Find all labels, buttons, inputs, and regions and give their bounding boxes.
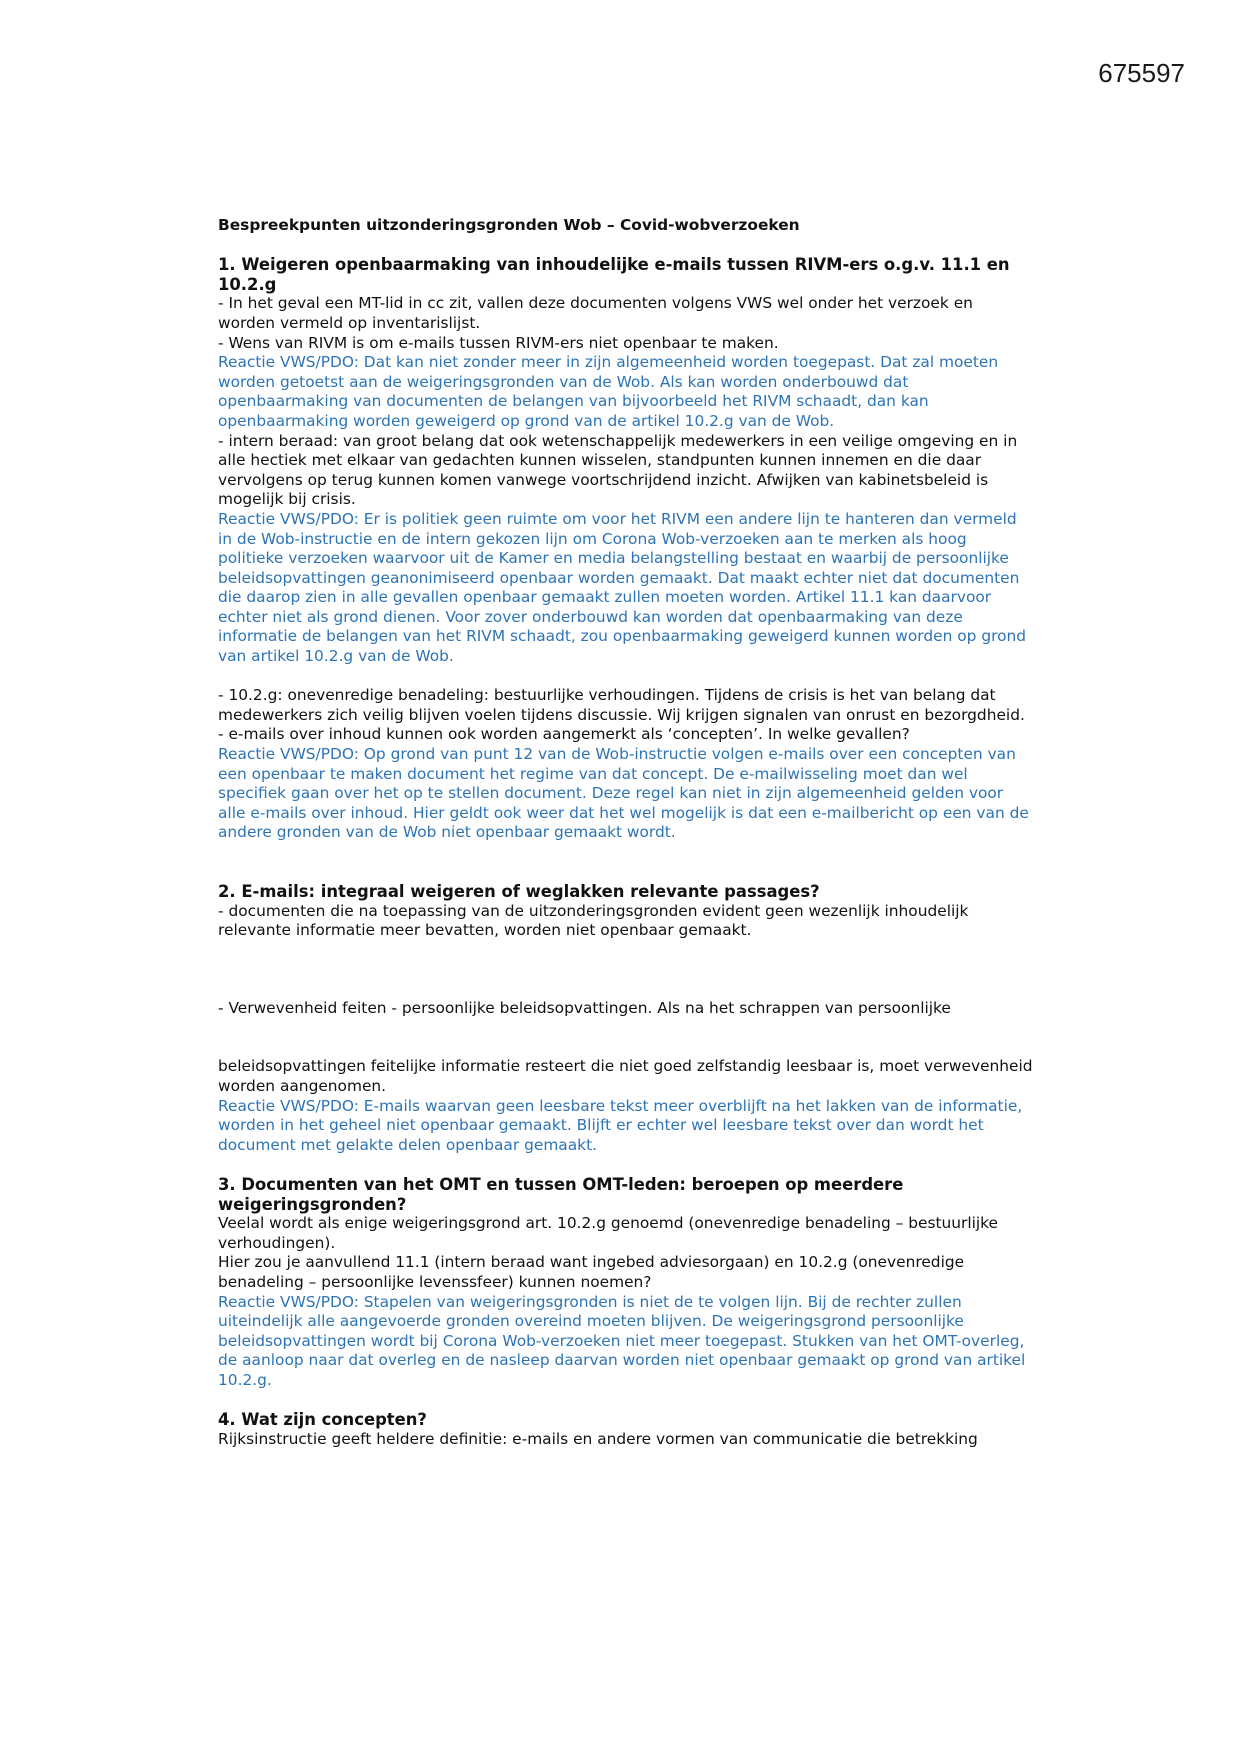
section-1-response: Reactie VWS/PDO: Op grond van punt 12 van de Wob-instructie volgen e-mails over een concepten van een openbaar te maken document het regime van dat concept. De e-mailwisseling moet dan wel specifiek gaan over het op te stellen document. Deze regel kan niet in zijn algemeenheid gelden voor alle e-mails over inhoud. Hier geldt ook weer dat het wel mogelijk is dat een e-mailbericht op een van de andere gronden van de Wob niet openbaar gemaakt wordt. bbox=[218, 745, 1029, 842]
section-4-paragraph: Rijksinstructie geeft heldere definitie: e-mails en andere vormen van communicatie die betrekking bbox=[218, 1429, 978, 1448]
document-body bbox=[218, 216, 1034, 1449]
section-2-paragraph: beleidsopvattingen feitelijke informatie resteert die niet goed zelfstandig leesbaar is, moet verwevenheid worden aangenomen. bbox=[218, 1057, 1033, 1095]
section-2-heading: 2. E-mails: integraal weigeren of weglakken relevante passages? bbox=[218, 882, 820, 901]
section-2 bbox=[218, 882, 1034, 1155]
section-3-paragraph: Veelal wordt als enige weigeringsgrond art. 10.2.g genoemd (onevenredige benadeling – bestuurlijke verhoudingen). bbox=[218, 1214, 999, 1252]
section-2-response: Reactie VWS/PDO: E-mails waarvan geen leesbare tekst meer overblijft na het lakken van de informatie, worden in het geheel niet openbaar gemaakt. Blijft er echter wel leesbare tekst over dan wordt het document met gelakte delen openbaar gemaakt. bbox=[218, 1096, 1023, 1154]
section-1-heading: 1. Weigeren openbaarmaking van inhoudelijke e-mails tussen RIVM-ers o.g.v. 11.1 en 10.2.g bbox=[218, 255, 1010, 294]
section-1-paragraph: - intern beraad: van groot belang dat ook wetenschappelijk medewerkers in een veilige omgeving en in alle hectiek met elkaar van gedachten kunnen wisselen, standpunten kunnen innemen en die daar vervolgens op terug kunnen komen vanwege voortschrijdend inzicht. Afwijken van kabinetsbeleid is mogelijk bij crisis. bbox=[218, 431, 1018, 509]
section-2-paragraph: - documenten die na toepassing van de uitzonderingsgronden evident geen wezenlijk inhoudelijk relevante informatie meer bevatten, worden niet openbaar gemaakt. bbox=[218, 901, 969, 940]
section-3-response: Reactie VWS/PDO: Stapelen van weigeringsgronden is niet de te volgen lijn. Bij de rechter zullen uiteindelijk alle aangevoerde gronden overeind moeten blijven. De weigeringsgrond persoonlijke beleidsopvattingen wordt bij Corona Wob-verzoeken niet meer toegepast. Stukken van het OMT-overleg, de aanloop naar dat overleg en de nasleep daarvan worden niet openbaar gemaakt op grond van artikel 10.2.g. bbox=[218, 1292, 1026, 1389]
section-1-paragraph: - 10.2.g: onevenredige benadeling: bestuurlijke verhoudingen. Tijdens de crisis is het van belang dat medewerkers zich veilig blijven voelen tijdens discussie. Wij krijgen signalen van onrust en bezorgdheid. bbox=[218, 686, 1025, 724]
section-1-paragraph: - In het geval een MT-lid in cc zit, vallen deze documenten volgens VWS wel onder het verzoek en worden vermeld op inventarislijst. bbox=[218, 294, 973, 332]
section-2-paragraph: - Verwevenheid feiten - persoonlijke beleidsopvattingen. Als na het schrappen van persoonlijke bbox=[218, 998, 951, 1017]
section-1 bbox=[218, 255, 1034, 843]
document-title: Bespreekpunten uitzonderingsgronden Wob – Covid-wobverzoeken bbox=[218, 216, 800, 234]
section-4 bbox=[218, 1410, 1034, 1449]
section-3-heading: 3. Documenten van het OMT en tussen OMT-leden: beroepen op meerdere weigeringsgronden? bbox=[218, 1174, 904, 1214]
section-1-paragraph: - e-mails over inhoud kunnen ook worden aangemerkt als ‘concepten’. In welke gevallen? bbox=[218, 725, 910, 744]
section-1-response: Reactie VWS/PDO: Dat kan niet zonder meer in zijn algemeenheid worden toegepast. Dat zal moeten worden getoetst aan de weigeringsgronden van de Wob. Als kan worden onderbouwd dat openbaarmaking van documenten de belangen van bijvoorbeeld het RIVM schaadt, dan kan openbaarmaking worden geweigerd op grond van de artikel 10.2.g van de Wob. bbox=[218, 353, 999, 430]
section-1-response: Reactie VWS/PDO: Er is politiek geen ruimte om voor het RIVM een andere lijn te hanteren dan vermeld in de Wob-instructie en de intern gekozen lijn om Corona Wob-verzoeken aan te merken als hoog politieke verzoeken waarvoor uit de Kamer en media belangstelling bestaat en waarbij de persoonlijke beleidsopvattingen geanonimiseerd openbaar worden gemaakt. Dat maakt echter niet dat documenten die daarop zien in alle gevallen openbaar gemaakt zullen moeten worden. Artikel 11.1 kan daarvoor echter niet als grond dienen. Voor zover onderbouwd kan worden dat openbaarmaking van deze informatie de belangen van het RIVM schaadt, zou openbaarmaking geweigerd kunnen worden op grond van artikel 10.2.g van de Wob. bbox=[218, 509, 1027, 666]
document-number: 675597 bbox=[1098, 58, 1185, 88]
section-3-paragraph: Hier zou je aanvullend 11.1 (intern beraad want ingebed adviesorgaan) en 10.2.g (onevenredige benadeling – persoonlijke levenssfeer) kunnen noemen? bbox=[218, 1253, 965, 1291]
section-3 bbox=[218, 1175, 1034, 1391]
section-4-heading: 4. Wat zijn concepten? bbox=[218, 1410, 427, 1430]
section-1-paragraph: - Wens van RIVM is om e-mails tussen RIVM-ers niet openbaar te maken. bbox=[218, 333, 779, 352]
